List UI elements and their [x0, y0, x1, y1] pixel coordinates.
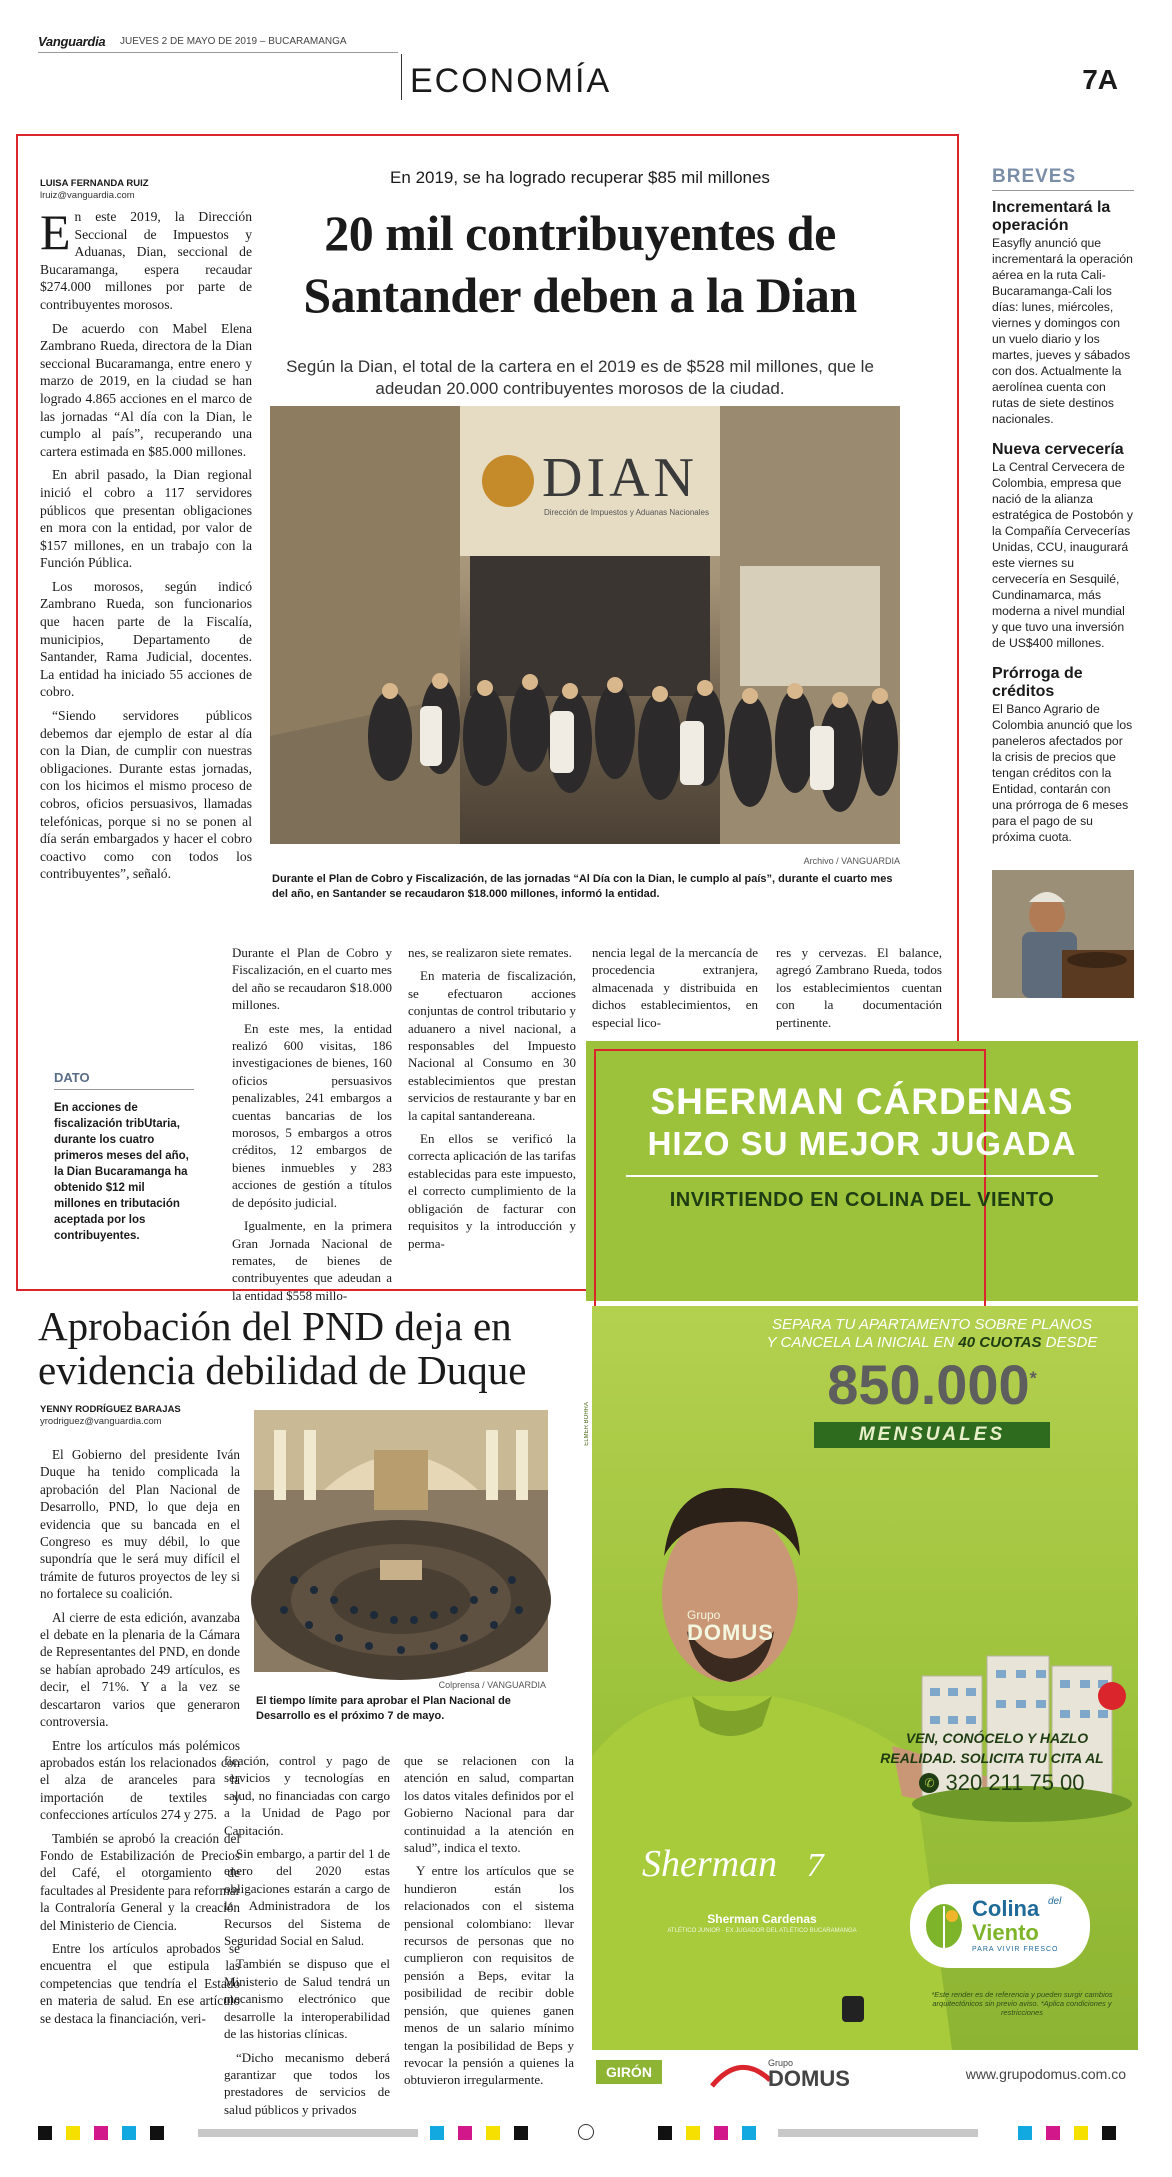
- dato-title: DATO: [54, 1070, 194, 1090]
- congress-photo: [254, 1410, 548, 1672]
- ad-photographer: ELMER BOHRA: [584, 1402, 590, 1446]
- main-column-1: [40, 204, 252, 889]
- second-col2-p2: Sin embargo, a partir del 1 de enero del 2020 estas obligaciones estarán a cargo de la Administradora de los Recursos del Sistema de Seguridad Social en Salud.: [224, 1846, 390, 1949]
- ad-phone-row: [892, 1770, 1112, 1796]
- main-col4-p1: nencia legal de la mercancía de procedencia extranjera, almacenada y distribuida en dichos establecimientos, en especial lico-: [592, 945, 758, 1030]
- ad-signature-name: Sherman: [642, 1843, 778, 1885]
- ad-price-intro-2b: 40 CUOTAS: [958, 1334, 1042, 1351]
- masthead: Vanguardia: [38, 34, 106, 49]
- second-col1-p3: Entre los artículos más polémicos aprobados están los relacionados con el alza de aranceles para la importación de textiles y confecciones artículos 274 y 275.: [40, 1737, 240, 1823]
- dato-text: En acciones de fiscalización tribUtaria, durante los cuatro primeros meses del año, la Dian Bucaramanga ha obtenido $12 mil millones en tributación aceptada por los contribuyentes.: [54, 1102, 189, 1242]
- main-col1-p5: “Siendo servidores públicos debemos dar ejemplo de estar al día con la Dian, de cumplir con nuestras obligaciones. Durante estas jornadas, con los hicimos el mismo proceso de cobros, oficios persuasivos, llamadas telefónicas, porque si no se ponen al día serán embargados y hacer el cobro coactivo como con todos los contribuyentes”, señaló.: [40, 708, 252, 882]
- dian-office-photo: [270, 406, 900, 844]
- ad-price: [742, 1352, 1122, 1417]
- main-col3-p2: En materia de fiscalización, se efectuaron acciones conjuntas de control tributario y aduanero a nivel nacional, a responsables del Impuesto Nacional al Consumo en 30 establecimientos que prestan servicios de restaurante y bar en la capital santandereana.: [408, 968, 576, 1123]
- page-number: 7A: [1082, 64, 1118, 95]
- dateline: JUEVES 2 DE MAYO DE 2019 – BUCARAMANGA: [120, 36, 347, 47]
- color-swatches-mid-left: [430, 2126, 528, 2140]
- main-col2-p2: En este mes, la entidad realizó 600 visitas, 186 investigaciones de bienes, 160 oficios persuasivos penalizables, 241 embargos a cuentas bancarias de los morosos, 5 embargos a otros créditos, 12 embargos de bienes inmuebles y 283 acciones de gestión a títulos de depósito judicial.: [232, 1020, 392, 1210]
- second-col1-p5: Entre los artículos aprobados se encuentra el que estipula las competencias que tendría el Estado en materia de salud. En ese artículo se destaca la financiación, veri-: [40, 1940, 240, 2026]
- main-author-email: lruiz@vanguardia.com: [40, 190, 135, 201]
- main-subhead: Según la Dian, el total de la cartera en el 2019 es de $528 mil millones, que le adeudan 20.000 contribuyentes morosos de la ciudad.: [286, 357, 874, 398]
- dato-box: [54, 1070, 194, 1244]
- main-col1-p4: Los morosos, según indicó Zambrano Rueda, son funcionarios que hacen parte de la Fiscalía, municipios, Departamento de Santander, Rama Judicial, docentes. La entidad ha iniciado 55 acciones de cobro.: [40, 578, 252, 700]
- colina-del-viento-logo: [910, 1884, 1090, 1968]
- second-col2-p4: “Dicho mecanismo deberá garantizar que todos los prestadores de servicios de salud públicos y privados: [224, 2049, 390, 2117]
- dian-sign-text: DIAN: [542, 447, 698, 509]
- section-title: ECONOMÍA: [410, 62, 612, 100]
- ad-headline-1: SHERMAN CÁRDENAS: [650, 1081, 1074, 1122]
- logo-name-1: Colina: [972, 1896, 1040, 1921]
- print-color-bar: [38, 2126, 1138, 2140]
- ad-player-sub: ATLÉTICO JUNIOR · EX JUGADOR DEL ATLÉTICO BUCARAMANGA: [667, 1928, 857, 1934]
- ad-banner-rule: [626, 1175, 1098, 1177]
- second-col1-p1: El Gobierno del presidente Iván Duque ha tenido complicada la aprobación del Plan Nacional de Desarrollo, PND, lo que deja en evidencia que su bancada en el Congreso es muy débil, lo que supondría que le será muy difícil el trámite de futuros proyectos de ley si no fortalece su coalición.: [40, 1447, 240, 1602]
- congress-photo-caption: El tiempo límite para aprobar el Plan Nacional de Desarrollo es el próximo 7 de mayo.: [256, 1695, 511, 1722]
- logo-name-2: del: [1048, 1896, 1062, 1907]
- whatsapp-icon: ✆: [919, 1773, 939, 1793]
- ad-price-intro-2a: Y CANCELA LA INICIAL EN: [766, 1334, 955, 1351]
- second-col3-p2: Y entre los artículos que se hundieron están los relacionados con el sistema pensional colombiano: llevar recursos de personas que no cumplieron con requisitos de pensión a Beps, evitar la posibilidad de recibir doble pensión, que quienes ganen menos de un salario mínimo tengan la posibilidad de Beps y revocar la pensión a quienes la obtuvieron irregularmente.: [404, 1863, 574, 2088]
- ad-top-banner: [586, 1041, 1138, 1301]
- ad-price-intro-2: [742, 1334, 1122, 1351]
- main-col5-p1: res y cervezas. El balance, agregó Zambrano Rueda, todos los establecimientos cuentan con la documentación pertinente.: [776, 945, 942, 1030]
- main-col1-p3: En abril pasado, la Dian regional inició el cobro a 117 servidores públicos que presentan obligaciones en mora con la entidad, por valor de $157 millones, en un trabajo con la Función Pública.: [40, 467, 252, 571]
- ad-group-small: Grupo: [768, 2058, 794, 2068]
- section-divider: [401, 54, 402, 100]
- main-author: LUISA FERNANDA RUIZ: [40, 178, 149, 189]
- breves-sidebar: [992, 166, 1134, 845]
- main-photo-caption: Durante el Plan de Cobro y Fiscalización, de las jornadas “Al Día con la Dian, le cumplo al país”, durante el cuarto mes del año, en Santander se recaudaron $18.000 millones, informó la entidad.: [272, 873, 893, 900]
- gray-bar-left: [198, 2129, 418, 2137]
- page-header: [38, 32, 1138, 102]
- ad-location-badge: GIRÓN: [596, 2060, 662, 2084]
- second-col1-p4: También se aprobó la creación del Fondo de Estabilización de Precios del Café, el otorgamiento de facultades al Presidente para reformar la Contraloría General y la creación del Ministerio de Ciencia.: [40, 1830, 240, 1933]
- main-column-4: [592, 944, 758, 1037]
- color-swatches-mid-right: [658, 2126, 756, 2140]
- ad-headline-2: HIZO SU MEJOR JUGADA: [647, 1125, 1077, 1162]
- ad-signature: [642, 1842, 824, 1886]
- congress-photo-credit: Colprensa / VANGUARDIA: [438, 1680, 546, 1690]
- ad-footer: [592, 2050, 1138, 2096]
- main-col1-p2: De acuerdo con Mabel Elena Zambrano Rueda, directora de la Dian seccional Bucaramanga, entre enero y marzo de 2019, en la ciudad se han logrado 4.865 acciones en el marco de las jornadas “Al día con la Dian, le cumplo al país”, recuperando una cartera estimada en $85.000 millones.: [40, 320, 252, 459]
- main-headline: 20 mil contribuyentes de Santander deben a la Dian: [303, 205, 857, 323]
- ad-cta-1: VEN, CONÓCELO Y HAZLO: [905, 1730, 1089, 1746]
- second-author: YENNY RODRÍGUEZ BARAJAS: [40, 1404, 181, 1415]
- main-photo-credit: Archivo / VANGUARDIA: [803, 856, 900, 866]
- color-swatches-left: [38, 2126, 164, 2140]
- brief-2-title: Nueva cervecería: [992, 441, 1124, 458]
- second-col2-p1: ficación, control y pago de servicios y tecnologías en salud, no financiadas con cargo a la Unidad de Pago por Capitación.: [224, 1753, 390, 1838]
- main-col2-p1: Durante el Plan de Cobro y Fiscalización, en el cuarto mes del año se recaudaron $18.000 millones.: [232, 945, 392, 1013]
- breves-title: BREVES: [992, 166, 1134, 191]
- main-col3-p3: En ellos se verificó la correcta aplicación de las tarifas establecidas para este impuesto, el correcto cumplimiento de la obligación de facturar con requisitos y la introducción y perma-: [408, 1131, 576, 1251]
- ad-signature-number: 7: [806, 1847, 824, 1884]
- ad-price-intro-1: SEPARA TU APARTAMENTO SOBRE PLANOS: [771, 1316, 1093, 1333]
- brief-2-text: La Central Cervecera de Colombia, empresa que nació de la alianza estratégica de Postobón y la Compañía Cervecerías Unidas, CCU, inaugurará este viernes su cervecería en Sesquilé, Cundinamarca, más moderna a nivel mundial y que tuvo una inversión de US$400 millones.: [992, 460, 1133, 650]
- main-column-2: [232, 944, 392, 1310]
- brief-1-text: Easyfly anunció que incrementará la operación aérea en la ruta Cali-Bucaramanga-Cali los días: lunes, miércoles, viernes y domingos con un vuelo diario y los martes, jueves y sábados con dos. Actualmente la aerolínea cuenta con rutas de siete destinos nacionales.: [992, 236, 1133, 426]
- ad-shirt-small: Grupo: [687, 1608, 721, 1622]
- second-col2-p3: También se dispuso que el Ministerio de Salud tendrá un mecanismo electrónico que desarrolle la interoperabilidad de las historias clínicas.: [224, 1956, 390, 2042]
- main-column-5: [776, 944, 942, 1037]
- gray-bar-right: [778, 2129, 978, 2137]
- ad-cta-2: REALIDAD. SOLICITA TU CITA AL: [880, 1750, 1104, 1766]
- color-swatches-right: [1018, 2126, 1116, 2140]
- second-column-3: [404, 1752, 574, 2095]
- ad-price-value: 850.000: [827, 1353, 1030, 1416]
- ad-group-brand: DOMUS: [768, 2066, 850, 2091]
- panelero-photo: [992, 870, 1134, 998]
- dian-sign-subtext: Dirección de Impuestos y Aduanas Nacionales: [544, 508, 709, 517]
- second-author-email: yrodriguez@vanguardia.com: [40, 1416, 162, 1427]
- registration-mark-icon: [578, 2124, 594, 2140]
- ad-disclaimer: *Este render es de referencia y pueden surgir cambios arquitectónicos sin previo aviso. *Aplica condiciones y restricciones: [931, 1990, 1113, 2017]
- second-col3-p1: que se relacionen con la atención en salud, compartan los datos vitales definidos por el Gobierno Nacional para dar continuidad a la atención en salud”, indica el texto.: [404, 1753, 574, 1856]
- ad-player-name: Sherman Cardenas: [707, 1912, 817, 1926]
- ad-price-star: *: [1029, 1368, 1037, 1389]
- header-rule: [38, 52, 398, 53]
- logo-tagline: PARA VIVIR FRESCO: [972, 1946, 1059, 1953]
- ad-headline-3: INVIRTIENDO EN COLINA DEL VIENTO: [669, 1189, 1055, 1211]
- main-col3-p1: nes, se realizaron siete remates.: [408, 945, 572, 960]
- ad-price-intro-2c: DESDE: [1045, 1334, 1098, 1351]
- second-column-1: [40, 1446, 240, 2033]
- ad-mensuales-badge: MENSUALES: [814, 1422, 1050, 1448]
- ad-phone[interactable]: 320 211 75 00: [945, 1770, 1085, 1795]
- main-col2-p3: Igualmente, en la primera Gran Jornada Nacional de remates, de bienes de contribuyentes que adeudan a la entidad $558 millo-: [232, 1218, 392, 1303]
- second-col1-p2: Al cierre de esta edición, avanzaba el debate en la plenaria de la Cámara de Representantes del PND, en donde se habían aprobado 249 artículos, es decir, el 71%. Y a la vez se descartaron varios que generaron controversia.: [40, 1609, 240, 1730]
- ad-website[interactable]: www.grupodomus.com.co: [965, 2066, 1126, 2082]
- main-col1-p1: En este 2019, la Dirección Seccional de Impuestos y Aduanas, Dian, seccional de Bucaramanga, espera recaudar $274.000 millones por parte de contribuyentes morosos.: [40, 204, 252, 312]
- main-column-3: [408, 944, 576, 1258]
- ad-main-panel: [584, 1306, 1138, 2050]
- leaf-icon: [922, 1900, 966, 1952]
- domus-roof-icon: [710, 2058, 772, 2088]
- brief-3-title: Prórroga de créditos: [992, 665, 1083, 700]
- main-kicker: En 2019, se ha logrado recuperar $85 mil millones: [390, 168, 770, 187]
- second-column-2: [224, 1752, 390, 2124]
- logo-name-3: Viento: [972, 1920, 1039, 1945]
- second-headline: Aprobación del PND deja en evidencia debilidad de Duque: [38, 1303, 527, 1393]
- ad-shirt-brand: DOMUS: [687, 1620, 774, 1645]
- brief-1-title: Incrementará la operación: [992, 199, 1111, 234]
- brief-3-text: El Banco Agrario de Colombia anunció que los paneleros afectados por la crisis de precios que tengan créditos con la Entidad, contarán con una prórroga de 6 meses para el pago de su próxima cuota.: [992, 702, 1133, 844]
